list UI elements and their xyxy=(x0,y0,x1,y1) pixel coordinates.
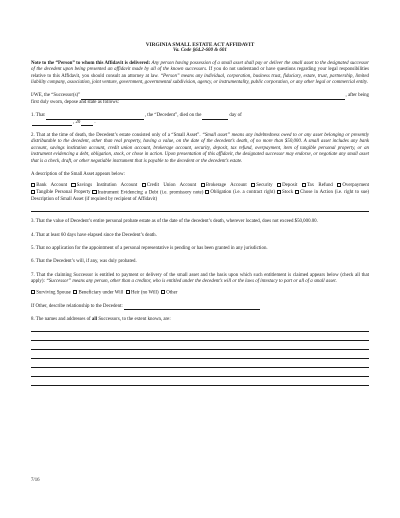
label-tax-refund: Tax Refund xyxy=(306,183,333,189)
item-2-plain: 2. That at the time of death, the Decedent’s estate consisted only of a “Small Asset”. xyxy=(31,133,201,139)
item-7 xyxy=(31,273,369,286)
label-surviving-spouse: Surviving Spouse xyxy=(36,290,71,296)
label-security: Security xyxy=(256,183,273,189)
note-plain-1: If you do not understand or have questions regarding your legal responsibilities relative to this Affidavit, you should consult an attorney at law. xyxy=(31,67,369,79)
checkbox-beneficiary[interactable] xyxy=(73,290,77,294)
label-obligation: Obligation (i.e. a contract right) xyxy=(210,190,275,196)
successor-address-line[interactable] xyxy=(31,350,369,359)
successor-address-line[interactable] xyxy=(31,323,369,332)
item-8-suffix: Successors, to the extent known, are: xyxy=(98,317,171,323)
successor-names-field[interactable] xyxy=(81,94,344,100)
item-3: 3. That the value of Decedent’s entire personal probate estate as of the date of the decedent’s death, wherever located, does not exceed $50,000.00. xyxy=(31,219,318,225)
item-2-italic: “Small asset” means any indebtedness owed to or any asset belonging or presently distributable to the decedent, other than real property, having a value, on the date of the decedent’s death, of no more than $50,000. A small asset includes any bank account, savings institution account, credit union account, brokerage account, security, deposit, tax refund, overpayment, item of tangible personal property, or an instrument evidencing a debt, obligation, stock, or chose in action. Upon presentation of this affidavit, the designated successor may endorse, or negotiate any small asset that is a check, draft, or other negotiable instrument that is payable to the decedent or the decedent’s estate. xyxy=(31,133,369,164)
checkbox-debt-instrument[interactable] xyxy=(92,190,96,194)
label-stock: Stock xyxy=(282,190,294,196)
form-version: 7/16 xyxy=(31,478,40,483)
checkbox-deposit[interactable] xyxy=(277,183,281,187)
checkbox-tax-refund[interactable] xyxy=(302,183,306,187)
item-1-decedent-text: , the “Decedent”, died on the xyxy=(144,113,202,119)
note-italic-2: “Person” means any individual, corporation, business trust, fiduciary, estate, trust, partnership, limited liability company, association, joint venture, government, governmental subdivision, agency, or instrumentality, public corporation, or any other legal or commercial entity. xyxy=(31,73,369,86)
other-relationship-label: If Other, describe relationship to the Decedent: xyxy=(31,303,123,309)
note-lead: Note to the “Person” to whom this Affidavit is delivered: xyxy=(31,60,151,66)
successor-address-line[interactable] xyxy=(31,377,369,386)
item-8-prefix: 8. The names and addresses of xyxy=(31,317,91,323)
iwe-label: I/WE, the “Successor(s)” xyxy=(31,93,81,99)
item-7-plain: 7. That the claiming Successor is entitled to payment or delivery of the small asset and the basis upon which such entitlement is claimed appears below (check all that apply): xyxy=(31,272,369,285)
person-note xyxy=(31,61,369,87)
label-debt-instrument: Instrument Evidencing a Debt (i.e. promissory note) xyxy=(97,190,204,196)
small-asset-description-field[interactable] xyxy=(31,203,369,212)
small-asset-label: A description of the Small Asset appears below: xyxy=(31,172,125,178)
small-asset-description-label: Description of Small Asset (if required by recipient of Affidavit) xyxy=(31,196,158,202)
successor-basis-checklist xyxy=(31,290,369,297)
label-beneficiary: Beneficiary under Will xyxy=(78,290,124,296)
label-tangible-property: Tangible Personal Property xyxy=(36,190,91,196)
item-5: 5. That no application for the appointment of a personal representative is pending or has been granted in any jurisdiction. xyxy=(31,245,268,251)
label-chose-in-action: Chose in Action (i.e. right to sue) xyxy=(300,190,369,196)
death-year-field[interactable] xyxy=(81,120,93,126)
item-8-bold: all xyxy=(91,317,98,323)
checkbox-security[interactable] xyxy=(251,183,255,187)
successor-address-line[interactable] xyxy=(31,341,369,350)
other-relationship-field[interactable] xyxy=(124,304,260,310)
statute-reference: Va. Code §64.2-600 & 601 xyxy=(173,48,227,54)
sworn-statement: first duly sworn, depose and state as follows: xyxy=(31,99,120,105)
label-bank-account: Bank Account xyxy=(36,183,68,189)
affidavit-form xyxy=(31,42,369,386)
successor-address-line[interactable] xyxy=(31,332,369,341)
death-month-field[interactable] xyxy=(32,120,72,126)
after-being-text: , after being xyxy=(345,93,369,99)
checkbox-obligation[interactable] xyxy=(205,190,209,194)
checkbox-stock[interactable] xyxy=(277,190,281,194)
checkbox-brokerage[interactable] xyxy=(201,183,205,187)
label-savings-account: Savings Institution Account xyxy=(76,183,138,189)
checkbox-surviving-spouse[interactable] xyxy=(31,290,35,294)
label-credit-union: Credit Union Account xyxy=(146,183,197,189)
successor-address-line[interactable] xyxy=(31,359,369,368)
successor-address-line[interactable] xyxy=(31,368,369,377)
item-6: 6. That the Decedent’s will, if any, was duly probated. xyxy=(31,259,137,265)
item-1-year-row: , 20 . xyxy=(31,120,369,126)
small-asset-checklist xyxy=(31,183,369,204)
checkbox-bank-account[interactable] xyxy=(31,183,35,187)
checkbox-savings-account[interactable] xyxy=(71,183,75,187)
checkbox-heir[interactable] xyxy=(126,290,130,294)
checkbox-overpayment[interactable] xyxy=(337,183,341,187)
label-deposit: Deposit xyxy=(282,183,298,189)
form-title: VIRGINIA SMALL ESTATE ACT AFFIDAVIT xyxy=(145,42,255,48)
item-1-day-of: day of xyxy=(229,113,242,119)
item-1-year-text: , 20 xyxy=(73,119,81,125)
label-overpayment: Overpayment xyxy=(342,183,369,189)
checkbox-tangible-property[interactable] xyxy=(31,190,35,194)
note-italic-1: Any person having possession of a small asset shall pay or deliver the small asset to the designated successor of the decedent upon being presented an affidavit made by all of the known successors. xyxy=(31,60,370,73)
item-4: 4. That at least 60 days have elapsed since the Decedent’s death. xyxy=(31,232,157,238)
item-1-prefix: 1. That xyxy=(31,113,45,119)
checkbox-chose-in-action[interactable] xyxy=(295,190,299,194)
checkbox-other[interactable] xyxy=(161,290,165,294)
label-brokerage: Brokerage Account xyxy=(205,183,247,189)
item-2 xyxy=(31,133,369,165)
other-relationship-row xyxy=(31,304,261,310)
successor-address-lines xyxy=(31,323,369,386)
checkbox-credit-union[interactable] xyxy=(142,183,146,187)
item-7-italic: “Successor” means any person, other than a creditor, who is entitled under the decedent’s will or the laws of intestacy to part or all of a small asset. xyxy=(46,279,337,285)
successor-names-row xyxy=(31,93,369,99)
label-heir: Heir (no Will) xyxy=(130,290,159,296)
death-day-field[interactable] xyxy=(202,114,228,120)
label-other: Other xyxy=(166,290,178,296)
